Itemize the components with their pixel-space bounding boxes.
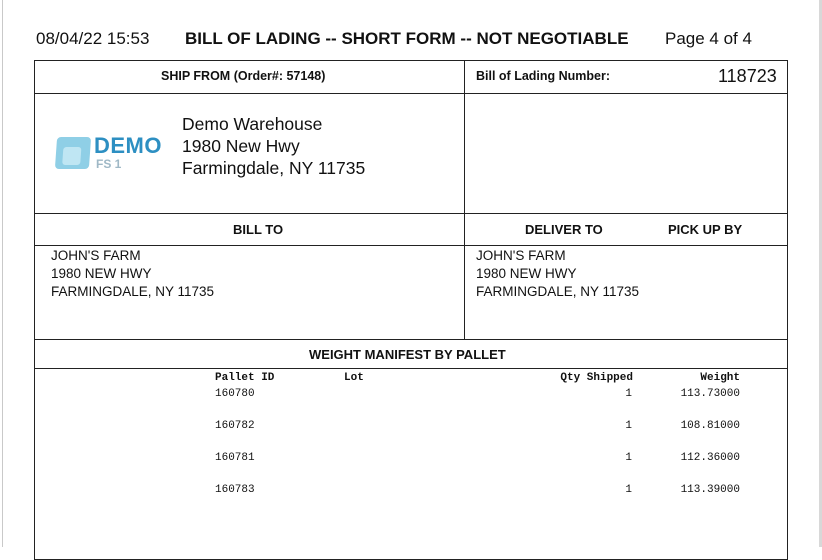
qty-cell: 1 <box>625 484 632 496</box>
qty-cell: 1 <box>625 388 632 400</box>
address-line: FARMINGDALE, NY 11735 <box>476 284 640 299</box>
column-header-pallet-id: Pallet ID <box>215 372 275 384</box>
manifest-title: WEIGHT MANIFEST BY PALLET <box>309 347 506 362</box>
logo-mark-icon <box>55 137 91 169</box>
divider <box>34 93 788 94</box>
address-line: JOHN'S FARM <box>476 248 566 263</box>
address-line: FARMINGDALE, NY 11735 <box>51 284 215 299</box>
address-line: Farmingdale, NY 11735 <box>182 158 366 178</box>
address-line: 1980 NEW HWY <box>476 266 577 281</box>
print-datetime: 08/04/22 15:53 <box>36 29 150 48</box>
pick-up-by-label: PICK UP BY <box>668 222 743 237</box>
column-header-weight: Weight <box>700 372 740 384</box>
bol-number-label: Bill of Lading Number: <box>476 69 611 83</box>
bill-to-address <box>51 247 214 301</box>
deliver-to-address <box>476 247 639 301</box>
address-line: 1980 New Hwy <box>182 136 300 156</box>
logo-text: DEMO <box>94 133 162 158</box>
ship-from-address <box>182 113 365 179</box>
weight-cell: 112.36000 <box>680 452 740 464</box>
address-line: Demo Warehouse <box>182 114 323 134</box>
qty-cell: 1 <box>625 452 632 464</box>
page-edge <box>2 0 3 547</box>
pallet-id-cell: 160783 <box>215 484 255 496</box>
divider <box>34 213 788 214</box>
divider <box>34 245 788 246</box>
divider <box>34 339 788 340</box>
pallet-id-cell: 160782 <box>215 420 255 432</box>
address-line: 1980 NEW HWY <box>51 266 152 281</box>
column-divider <box>464 60 465 340</box>
bol-number: 118723 <box>718 66 777 86</box>
deliver-to-label: DELIVER TO <box>525 222 603 237</box>
logo-subtext: FS 1 <box>96 157 122 171</box>
company-logo <box>56 133 162 173</box>
weight-cell: 108.81000 <box>680 420 740 432</box>
pallet-id-cell: 160781 <box>215 452 255 464</box>
document-title: BILL OF LADING -- SHORT FORM -- NOT NEGOTIABLE <box>185 29 629 48</box>
qty-cell: 1 <box>625 420 632 432</box>
weight-cell: 113.73000 <box>680 388 740 400</box>
pallet-id-cell: 160780 <box>215 388 255 400</box>
bill-to-label: BILL TO <box>233 222 284 237</box>
divider <box>34 368 788 369</box>
weight-cell: 113.39000 <box>680 484 740 496</box>
column-header-qty-shipped: Qty Shipped <box>560 372 633 384</box>
ship-from-label: SHIP FROM (Order#: 57148) <box>161 69 326 83</box>
column-header-lot: Lot <box>344 372 364 384</box>
address-line: JOHN'S FARM <box>51 248 141 263</box>
page-number: Page 4 of 4 <box>665 29 752 48</box>
